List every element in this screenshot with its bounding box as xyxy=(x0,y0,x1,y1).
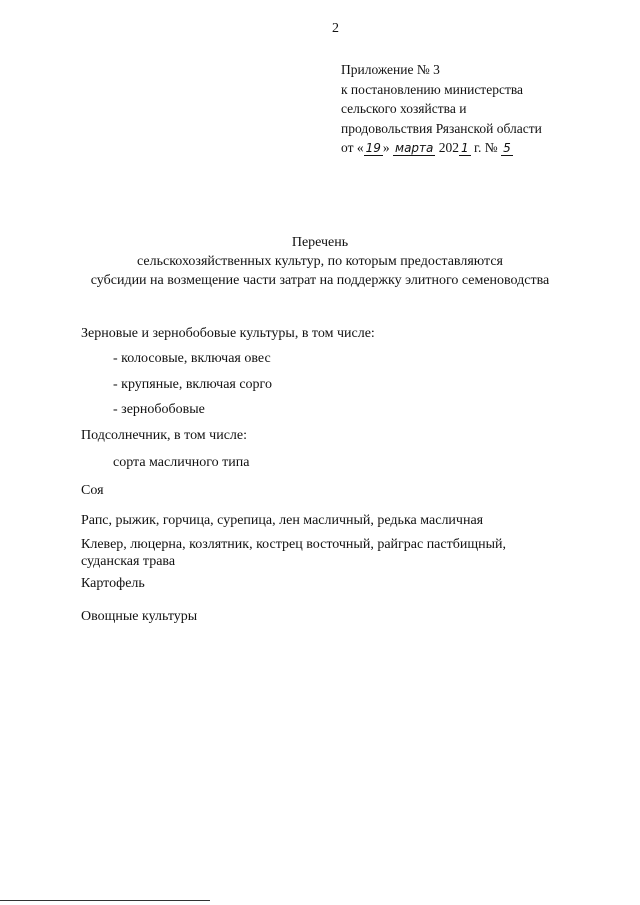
document-number: 5 xyxy=(503,141,511,155)
title-line: сельскохозяйственных культур, по которым предоставляются xyxy=(137,254,503,269)
list-item: Овощные культуры xyxy=(81,609,198,624)
appendix-date-line xyxy=(341,138,542,159)
list-item: - колосовые, включая овес xyxy=(113,351,271,366)
document-title xyxy=(0,233,640,290)
date-prefix: от « xyxy=(341,140,364,155)
list-item: - зернобобовые xyxy=(113,402,205,417)
list-item: Картофель xyxy=(81,576,145,591)
date-year-suffix: 1 xyxy=(461,141,469,155)
footer-divider xyxy=(0,900,210,901)
list-item: сорта масличного типа xyxy=(113,455,250,470)
list-item: Соя xyxy=(81,483,104,498)
list-item: Подсолнечник, в том числе: xyxy=(81,428,248,443)
number-prefix: г. № xyxy=(474,140,498,155)
title-line: субсидии на возмещение части затрат на поддержку элитного семеноводства xyxy=(90,273,550,288)
list-item: Рапс, рыжик, горчица, сурепица, лен масличный, редька масличная xyxy=(81,513,484,528)
date-month: марта xyxy=(395,141,434,155)
page-number: 2 xyxy=(332,21,339,36)
title-line: Перечень xyxy=(291,235,349,250)
appendix-line: сельского хозяйства и xyxy=(341,101,467,116)
list-item: Зерновые и зернобобовые культуры, в том числе: xyxy=(81,326,375,341)
list-item: - крупяные, включая сорго xyxy=(113,377,272,392)
date-day: 19 xyxy=(365,141,381,155)
appendix-header xyxy=(341,60,542,159)
appendix-line: к постановлению министерства xyxy=(341,81,524,97)
list-item: Клевер, люцерна, козлятник, кострец восточный, райграс пастбищный, xyxy=(81,537,507,552)
date-mid: » xyxy=(382,140,390,155)
date-year-prefix: 202 xyxy=(438,140,460,155)
list-item: суданская трава xyxy=(81,554,176,569)
appendix-title: Приложение № 3 xyxy=(341,62,440,77)
appendix-line: продовольствия Рязанской области xyxy=(341,120,542,136)
